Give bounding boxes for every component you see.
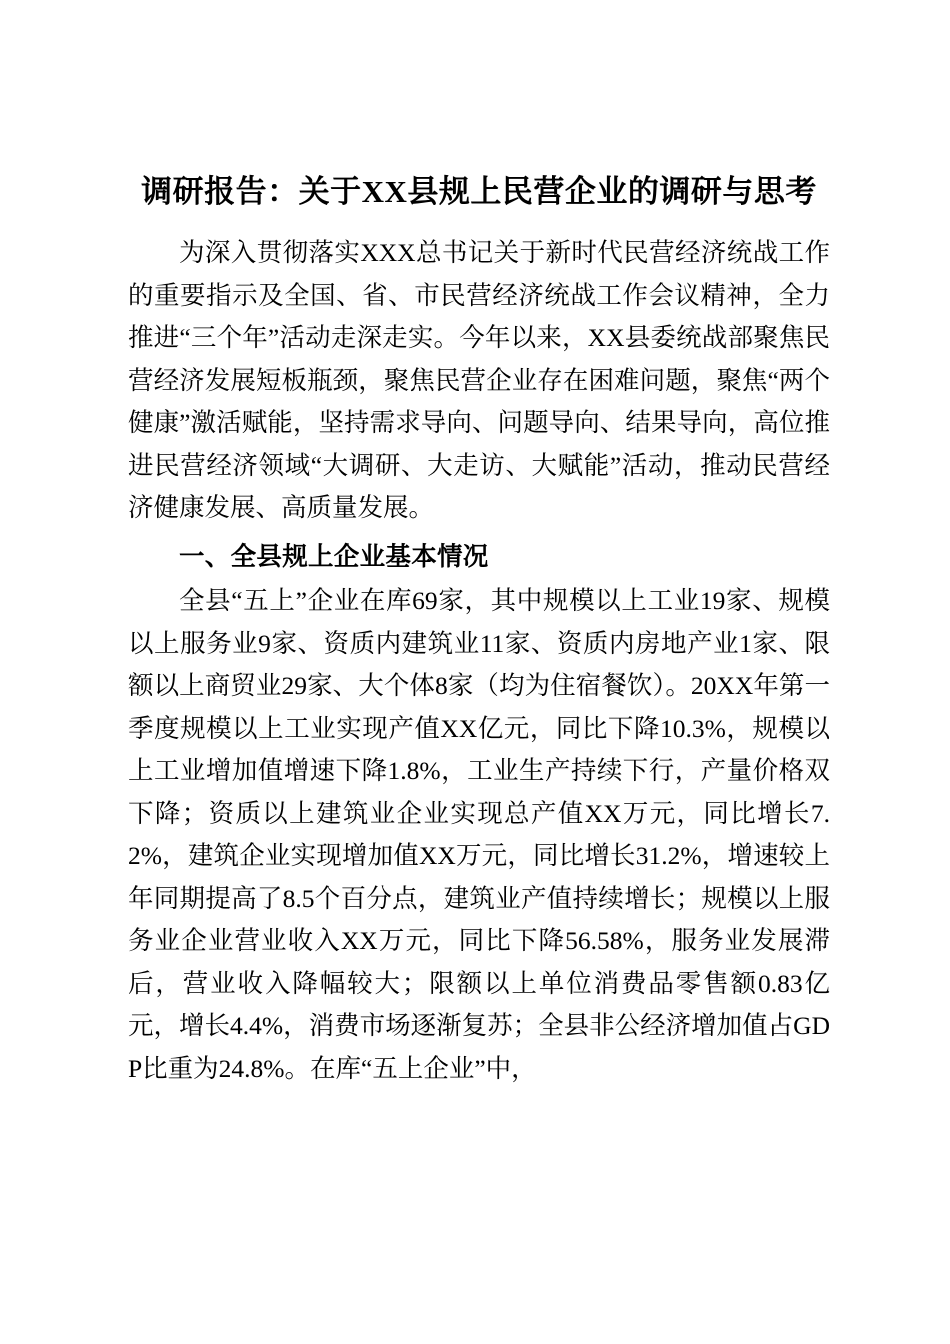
paragraph-section-1-body: 全县“五上”企业在库69家，其中规模以上工业19家、规模以上服务业9家、资质内建筑业11家、资质内房地产业1家、限额以上商贸业29家、大个体8家（均为住宿餐饮）。20XX年第一季度规模以上工业实现产值XX亿元，同比下降10.3%，规模以上工业增加值增速下降1.8%，工业生产持续下行，产量价格双下降；资质以上建筑业企业实现总产值XX万元，同比增长7.2%，建筑企业实现增加值XX万元，同比增长31.2%，增速较上年同期提高了8.5个百分点，建筑业产值持续增长；规模以上服务业企业营业收入XX万元，同比下降56.58%，服务业发展滞后，营业收入降幅较大；限额以上单位消费品零售额0.83亿元，增长4.4%，消费市场逐渐复苏；全县非公经济增加值占GDP比重为24.8%。在库“五上企业”中， [128,586,830,1083]
section-heading-1: 一、全县规上企业基本情况 [179,542,489,571]
paragraph-intro: 为深入贯彻落实XXX总书记关于新时代民营经济统战工作的重要指示及全国、省、市民营经济统战工作会议精神，全力推进“三个年”活动走深走实。今年以来，XX县委统战部聚焦民营经济发展短板瓶颈，聚焦民营企业存在困难问题，聚焦“两个健康”激活赋能，坚持需求导向、问题导向、结果导向，高位推进民营经济领域“大调研、大走访、大赋能”活动，推动民营经济健康发展、高质量发展。 [128,238,830,522]
document-content-column [128,0,830,1090]
page-title: 调研报告：关于XX县规上民营企业的调研与思考 [141,174,817,209]
